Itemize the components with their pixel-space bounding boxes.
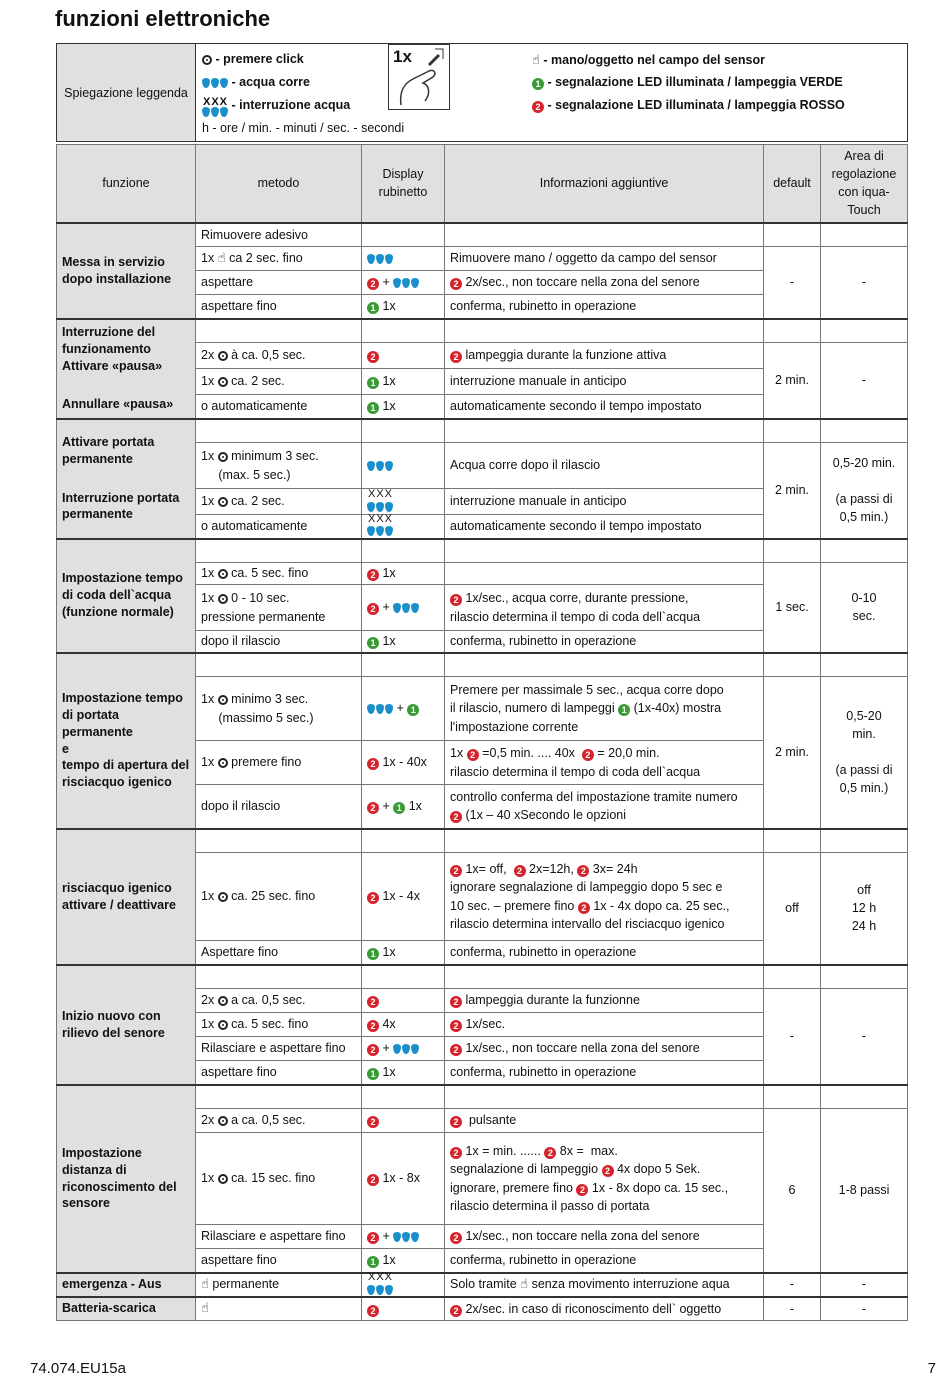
method-cell: [196, 319, 362, 343]
button-icon: [218, 996, 228, 1006]
water-drops-icon: [202, 78, 228, 88]
legend-item-text: - mano/oggetto nel campo del sensor: [543, 53, 765, 67]
button-icon: [218, 1174, 228, 1184]
info-cell: automaticamente secondo il tempo impostato: [445, 395, 764, 419]
info-cell: 2 1x= off, 2 2x=12h, 2 3x= 24h ignorare segnalazione di lampeggio dopo 5 sec e 10 sec. – premere fino 2 1x - 4x dopo ca. 25 sec., rilascio determina intervallo del risciacquo igenico: [445, 853, 764, 941]
method-cell: o automaticamente: [196, 515, 362, 539]
empty-cell: [764, 419, 821, 443]
default-value: 1 sec.: [764, 563, 821, 653]
display-cell: 2 1x: [362, 563, 445, 585]
display-cell: 1 1x: [362, 941, 445, 965]
display-cell: 2 +: [362, 1225, 445, 1249]
table-row: [57, 319, 908, 343]
method-cell: 1x ca. 25 sec. fino: [196, 853, 362, 941]
info-cell: conferma, rubinetto in operazione: [445, 1249, 764, 1273]
hand-icon: ☝: [532, 52, 540, 67]
method-cell: 1x 0 - 10 sec. pressione permanente: [196, 585, 362, 631]
method-cell: 2x a ca. 0,5 sec.: [196, 989, 362, 1013]
display-cell: 2 4x: [362, 1013, 445, 1037]
info-cell: controllo conferma del impostazione tramite numero 2 (1x – 40 xSecondo le opzioni: [445, 785, 764, 829]
led-green-icon: 1: [367, 1068, 379, 1080]
range-value: -: [821, 1273, 908, 1297]
method-cell: [196, 539, 362, 563]
info-cell: Solo tramite ☝ senza movimento interruzione aqua: [445, 1273, 764, 1297]
info-cell: automaticamente secondo il tempo impostato: [445, 515, 764, 539]
method-cell: [196, 829, 362, 853]
display-cell: [362, 319, 445, 343]
table-row: [57, 419, 908, 443]
column-header: Informazioni aggiuntive: [445, 145, 764, 223]
table-row: [57, 829, 908, 853]
info-cell: conferma, rubinetto in operazione: [445, 1061, 764, 1085]
info-cell: 1x 2 =0,5 min. .... 40x 2 = 20,0 min. rilascio determina il tempo di coda dell`acqua: [445, 741, 764, 785]
info-cell: [445, 965, 764, 989]
empty-cell: [821, 1085, 908, 1109]
info-cell: 2 1x/sec., non toccare nella zona del senore: [445, 1037, 764, 1061]
method-cell: 1x ☝ ca 2 sec. fino: [196, 247, 362, 271]
function-label: Messa in servizio dopo installazione: [62, 254, 172, 286]
method-cell: 1x ca. 2 sec.: [196, 369, 362, 395]
info-cell: 2 1x/sec., non toccare nella zona del senore: [445, 1225, 764, 1249]
info-cell: [445, 653, 764, 677]
hand-pressing-illustration: [389, 45, 447, 107]
info-cell: conferma, rubinetto in operazione: [445, 631, 764, 653]
method-cell: aspettare fino: [196, 1249, 362, 1273]
function-name: [57, 653, 196, 829]
info-cell: [445, 319, 764, 343]
display-cell: + 1: [362, 677, 445, 741]
function-label-secondary: Annullare «pausa»: [62, 397, 174, 412]
led-red-icon: 2: [367, 892, 379, 904]
default-value: -: [764, 247, 821, 319]
method-cell: Aspettare fino: [196, 941, 362, 965]
table-row: [57, 1273, 908, 1297]
range-value: -: [821, 343, 908, 419]
info-cell: [445, 829, 764, 853]
legend-item-text: - acqua corre: [231, 75, 310, 89]
legend-right: [532, 48, 845, 117]
method-cell: aspettare: [196, 271, 362, 295]
led-green-icon: 1: [367, 637, 379, 649]
led-red-icon: 2: [367, 758, 379, 770]
range-value: -: [821, 247, 908, 319]
legend-item-text: - segnalazione LED illuminata / lampeggia ROSSO: [547, 98, 845, 112]
range-value: 0,5-20 min. (a passi di 0,5 min.): [821, 677, 908, 829]
function-label: Attivare portata permanente: [62, 434, 155, 466]
button-icon: [218, 351, 228, 361]
display-cell: 2 +: [362, 1037, 445, 1061]
method-cell: Rimuovere adesivo: [196, 223, 362, 247]
function-label: Inizio nuovo con rilievo del senore: [62, 1008, 165, 1040]
led-red-icon: 2: [450, 1305, 462, 1317]
default-value: 2 min.: [764, 443, 821, 539]
water-drops-icon: [393, 278, 419, 288]
range-value: 0-10 sec.: [821, 563, 908, 653]
info-cell: Premere per massimale 5 sec., acqua corre dopo il rilascio, numero di lampeggi 1 (1x-40x) mostra l'impostazione corrente: [445, 677, 764, 741]
info-cell: 2 2x/sec., non toccare nella zona del senore: [445, 271, 764, 295]
led-red-icon: 2: [450, 351, 462, 363]
empty-cell: [821, 419, 908, 443]
led-green-icon: 1: [367, 1256, 379, 1268]
method-cell: aspettare fino: [196, 295, 362, 319]
empty-cell: [821, 539, 908, 563]
display-cell: 2 + 1 1x: [362, 785, 445, 829]
range-value: -: [821, 1297, 908, 1321]
led-red-icon: 2: [367, 1174, 379, 1186]
led-red-icon: 2: [367, 603, 379, 615]
method-cell: ☝ permanente: [196, 1273, 362, 1297]
method-cell: 1x premere fino: [196, 741, 362, 785]
led-green-icon: 1: [367, 302, 379, 314]
empty-cell: [764, 1085, 821, 1109]
function-name: [57, 1297, 196, 1321]
water-interrupt-icon: XXX: [367, 493, 393, 511]
range-value: off 12 h 24 h: [821, 853, 908, 965]
led-red-icon: 2: [367, 1116, 379, 1128]
function-name: [57, 223, 196, 319]
led-red-icon: 2: [450, 278, 462, 290]
legend-item-text: - premere click: [215, 52, 304, 66]
led-red-icon: 2: [367, 802, 379, 814]
default-value: 6: [764, 1109, 821, 1273]
display-cell: [362, 965, 445, 989]
function-name: [57, 1273, 196, 1297]
method-cell: 2x a ca. 0,5 sec.: [196, 1109, 362, 1133]
method-cell: dopo il rilascio: [196, 631, 362, 653]
display-cell: [362, 989, 445, 1013]
led-red-icon: 2: [367, 278, 379, 290]
method-cell: o automaticamente: [196, 395, 362, 419]
button-icon: [218, 892, 228, 902]
display-cell: [362, 223, 445, 247]
led-green-icon: 1: [532, 78, 544, 90]
empty-cell: [764, 319, 821, 343]
led-red-icon: 2: [577, 865, 589, 877]
range-value: 0,5-20 min. (a passi di 0,5 min.): [821, 443, 908, 539]
column-header: metodo: [196, 145, 362, 223]
water-drops-icon: [393, 1232, 419, 1242]
method-cell: aspettare fino: [196, 1061, 362, 1085]
info-cell: 2 1x/sec.: [445, 1013, 764, 1037]
button-icon: [218, 569, 228, 579]
hand-icon: ☝: [520, 1276, 529, 1292]
function-label: Impostazione distanza di riconoscimento del sensore: [62, 1145, 177, 1211]
led-red-icon: 2: [582, 749, 594, 761]
led-red-icon: 2: [532, 101, 544, 113]
hand-icon: ☝: [201, 1276, 209, 1292]
function-name: [57, 539, 196, 653]
method-cell: 1x ca. 5 sec. fino: [196, 563, 362, 585]
led-red-icon: 2: [367, 1044, 379, 1056]
page-title: funzioni elettroniche: [55, 6, 271, 31]
led-red-icon: 2: [367, 996, 379, 1008]
led-red-icon: 2: [450, 1044, 462, 1056]
button-icon: [218, 758, 228, 768]
led-red-icon: 2: [450, 1116, 462, 1128]
legend-item: [202, 48, 392, 71]
table-row: [57, 223, 908, 247]
legend-table: [56, 43, 908, 142]
function-label: Impostazione tempo di coda dell`acqua (funzione normale): [62, 571, 183, 619]
range-value: 1-8 passi: [821, 1109, 908, 1273]
led-red-icon: 2: [367, 1232, 379, 1244]
default-value: -: [764, 989, 821, 1085]
button-icon: [218, 452, 228, 462]
info-cell: 2 1x = min. ...... 2 8x = max. segnalazione di lampeggio 2 4x dopo 5 Sek. ignorare, premere fino 2 1x - 8x dopo ca. 15 sec., rilascio determina il passo di portata: [445, 1133, 764, 1225]
function-name: [57, 829, 196, 965]
led-red-icon: 2: [544, 1147, 556, 1159]
legend-units: h - ore / min. - minuti / sec. - secondi: [196, 119, 908, 141]
column-header: Area di regolazione con iqua-Touch: [821, 145, 908, 223]
info-cell: [445, 223, 764, 247]
empty-cell: [764, 829, 821, 853]
empty-cell: [764, 653, 821, 677]
default-value: -: [764, 1297, 821, 1321]
led-green-icon: 1: [407, 704, 419, 716]
display-cell: [362, 512, 445, 539]
empty-cell: [821, 223, 908, 247]
table-row: [57, 1085, 908, 1109]
info-cell: [445, 419, 764, 443]
button-icon: [218, 497, 228, 507]
method-cell: 1x minimum 3 sec. (max. 5 sec.): [196, 443, 362, 489]
display-cell: 1 1x: [362, 395, 445, 419]
water-interrupt-icon: XXX: [202, 97, 228, 115]
column-header: default: [764, 145, 821, 223]
info-cell: [445, 539, 764, 563]
display-cell: [362, 247, 445, 271]
empty-cell: [764, 965, 821, 989]
method-cell: [196, 653, 362, 677]
display-cell: [362, 829, 445, 853]
display-cell: [362, 1109, 445, 1133]
method-cell: [196, 1297, 362, 1321]
display-cell: [362, 1270, 445, 1297]
function-label: Interruzione del funzionamento Attivare «pausa»: [62, 324, 163, 373]
hand-icon: ☝: [201, 1300, 209, 1316]
info-cell: 2 lampeggia durante la funzione attiva: [445, 343, 764, 369]
method-cell: dopo il rilascio: [196, 785, 362, 829]
water-drops-icon: [367, 461, 393, 471]
legend-label: Spiegazione leggenda: [57, 44, 196, 142]
display-cell: 2 1x - 4x: [362, 853, 445, 941]
led-red-icon: 2: [367, 351, 379, 363]
function-name: [57, 965, 196, 1085]
default-value: 2 min.: [764, 677, 821, 829]
info-cell: 2 lampeggia durante la funzionne: [445, 989, 764, 1013]
led-green-icon: 1: [367, 377, 379, 389]
led-green-icon: 1: [367, 402, 379, 414]
legend-item: [202, 71, 392, 94]
led-red-icon: 2: [467, 749, 479, 761]
led-red-icon: 2: [602, 1165, 614, 1177]
default-value: off: [764, 853, 821, 965]
display-cell: [362, 1085, 445, 1109]
method-cell: Rilasciare e aspettare fino: [196, 1037, 362, 1061]
info-cell: interruzione manuale in anticipo: [445, 369, 764, 395]
method-cell: [196, 965, 362, 989]
display-cell: [362, 343, 445, 369]
button-icon: [218, 1116, 228, 1126]
display-cell: [362, 1297, 445, 1321]
press-1x-label: 1x: [393, 47, 412, 66]
led-red-icon: 2: [450, 996, 462, 1008]
led-green-icon: 1: [367, 948, 379, 960]
table-row: [57, 653, 908, 677]
legend-item: [532, 48, 845, 71]
method-cell: Rilasciare e aspettare fino: [196, 1225, 362, 1249]
info-cell: 2 pulsante: [445, 1109, 764, 1133]
function-name: [57, 1085, 196, 1273]
led-red-icon: 2: [450, 865, 462, 877]
led-red-icon: 2: [578, 902, 590, 914]
function-label: risciacquo igenico attivare / deattivare: [62, 880, 176, 912]
method-cell: [196, 419, 362, 443]
function-label: emergenza - Aus: [62, 1277, 162, 1292]
info-cell: conferma, rubinetto in operazione: [445, 295, 764, 319]
water-interrupt-icon: XXX: [367, 518, 393, 536]
function-label: Batteria-scarica: [62, 1301, 156, 1316]
button-icon: [218, 377, 228, 387]
led-green-icon: 1: [618, 704, 630, 716]
led-red-icon: 2: [450, 1147, 462, 1159]
led-red-icon: 2: [450, 1020, 462, 1032]
empty-cell: [821, 653, 908, 677]
method-cell: [196, 1085, 362, 1109]
method-cell: 1x ca. 15 sec. fino: [196, 1133, 362, 1225]
water-interrupt-icon: XXX: [367, 1276, 393, 1294]
method-cell: 1x ca. 2 sec.: [196, 489, 362, 515]
display-cell: [362, 539, 445, 563]
info-cell: conferma, rubinetto in operazione: [445, 941, 764, 965]
display-cell: 1 1x: [362, 631, 445, 653]
display-cell: [362, 653, 445, 677]
empty-cell: [821, 829, 908, 853]
table-row: [57, 539, 908, 563]
display-cell: 2 +: [362, 585, 445, 631]
method-cell: 2x à ca. 0,5 sec.: [196, 343, 362, 369]
page-number: 7: [927, 1360, 936, 1377]
table-row: [57, 1297, 908, 1321]
legend-item-text: - segnalazione LED illuminata / lampeggia VERDE: [547, 75, 843, 89]
water-drops-icon: [393, 1044, 419, 1054]
method-cell: 1x ca. 5 sec. fino: [196, 1013, 362, 1037]
press-1x-image: [388, 44, 450, 110]
info-cell: 2 2x/sec. in caso di riconoscimento dell` oggetto: [445, 1297, 764, 1321]
empty-cell: [764, 223, 821, 247]
water-drops-icon: [367, 704, 393, 714]
led-red-icon: 2: [367, 1305, 379, 1317]
led-red-icon: 2: [367, 569, 379, 581]
functions-table: [56, 144, 908, 1321]
button-icon: [218, 1020, 228, 1030]
led-red-icon: 2: [514, 865, 526, 877]
display-cell: 2 +: [362, 271, 445, 295]
display-cell: [362, 443, 445, 489]
function-label-secondary: Interruzione portata permanente: [62, 490, 180, 522]
legend-item: [532, 71, 845, 94]
water-drops-icon: [393, 603, 419, 613]
column-header: funzione: [57, 145, 196, 223]
hand-icon: ☝: [217, 250, 226, 266]
display-cell: 1 1x: [362, 1061, 445, 1085]
display-cell: 2 1x - 8x: [362, 1133, 445, 1225]
led-red-icon: 2: [450, 811, 462, 823]
column-header: Display rubinetto: [362, 145, 445, 223]
info-cell: interruzione manuale in anticipo: [445, 489, 764, 515]
legend-left: [202, 48, 392, 117]
button-icon: [218, 695, 228, 705]
legend-item: [532, 94, 845, 117]
button-icon: [218, 594, 228, 604]
method-cell: 1x minimo 3 sec. (massimo 5 sec.): [196, 677, 362, 741]
function-label: Impostazione tempo di portata permanente e tempo di apertura del risciacquo igenico: [62, 690, 190, 790]
legend-item-text: - interruzione acqua: [231, 98, 351, 112]
function-name: [57, 319, 196, 419]
display-cell: [362, 489, 445, 515]
display-cell: [362, 419, 445, 443]
led-red-icon: 2: [450, 594, 462, 606]
info-cell: 2 1x/sec., acqua corre, durante pressione, rilascio determina il tempo di coda dell`acqua: [445, 585, 764, 631]
info-cell: [445, 563, 764, 585]
display-cell: 1 1x: [362, 1249, 445, 1273]
info-cell: Acqua corre dopo il rilascio: [445, 443, 764, 489]
led-red-icon: 2: [367, 1020, 379, 1032]
default-value: -: [764, 1273, 821, 1297]
led-green-icon: 1: [393, 802, 405, 814]
info-cell: Rimuovere mano / oggetto da campo del sensor: [445, 247, 764, 271]
empty-cell: [821, 319, 908, 343]
range-value: -: [821, 989, 908, 1085]
doc-code: 74.074.EU15a: [30, 1360, 126, 1377]
display-cell: 1 1x: [362, 295, 445, 319]
info-cell: [445, 1085, 764, 1109]
empty-cell: [821, 965, 908, 989]
empty-cell: [764, 539, 821, 563]
display-cell: 1 1x: [362, 369, 445, 395]
table-row: [57, 965, 908, 989]
led-red-icon: 2: [450, 1232, 462, 1244]
button-icon: [202, 55, 212, 65]
default-value: 2 min.: [764, 343, 821, 419]
display-cell: 2 1x - 40x: [362, 741, 445, 785]
led-red-icon: 2: [576, 1184, 588, 1196]
function-name: [57, 419, 196, 539]
legend-item: [202, 94, 392, 117]
water-drops-icon: [367, 254, 393, 264]
